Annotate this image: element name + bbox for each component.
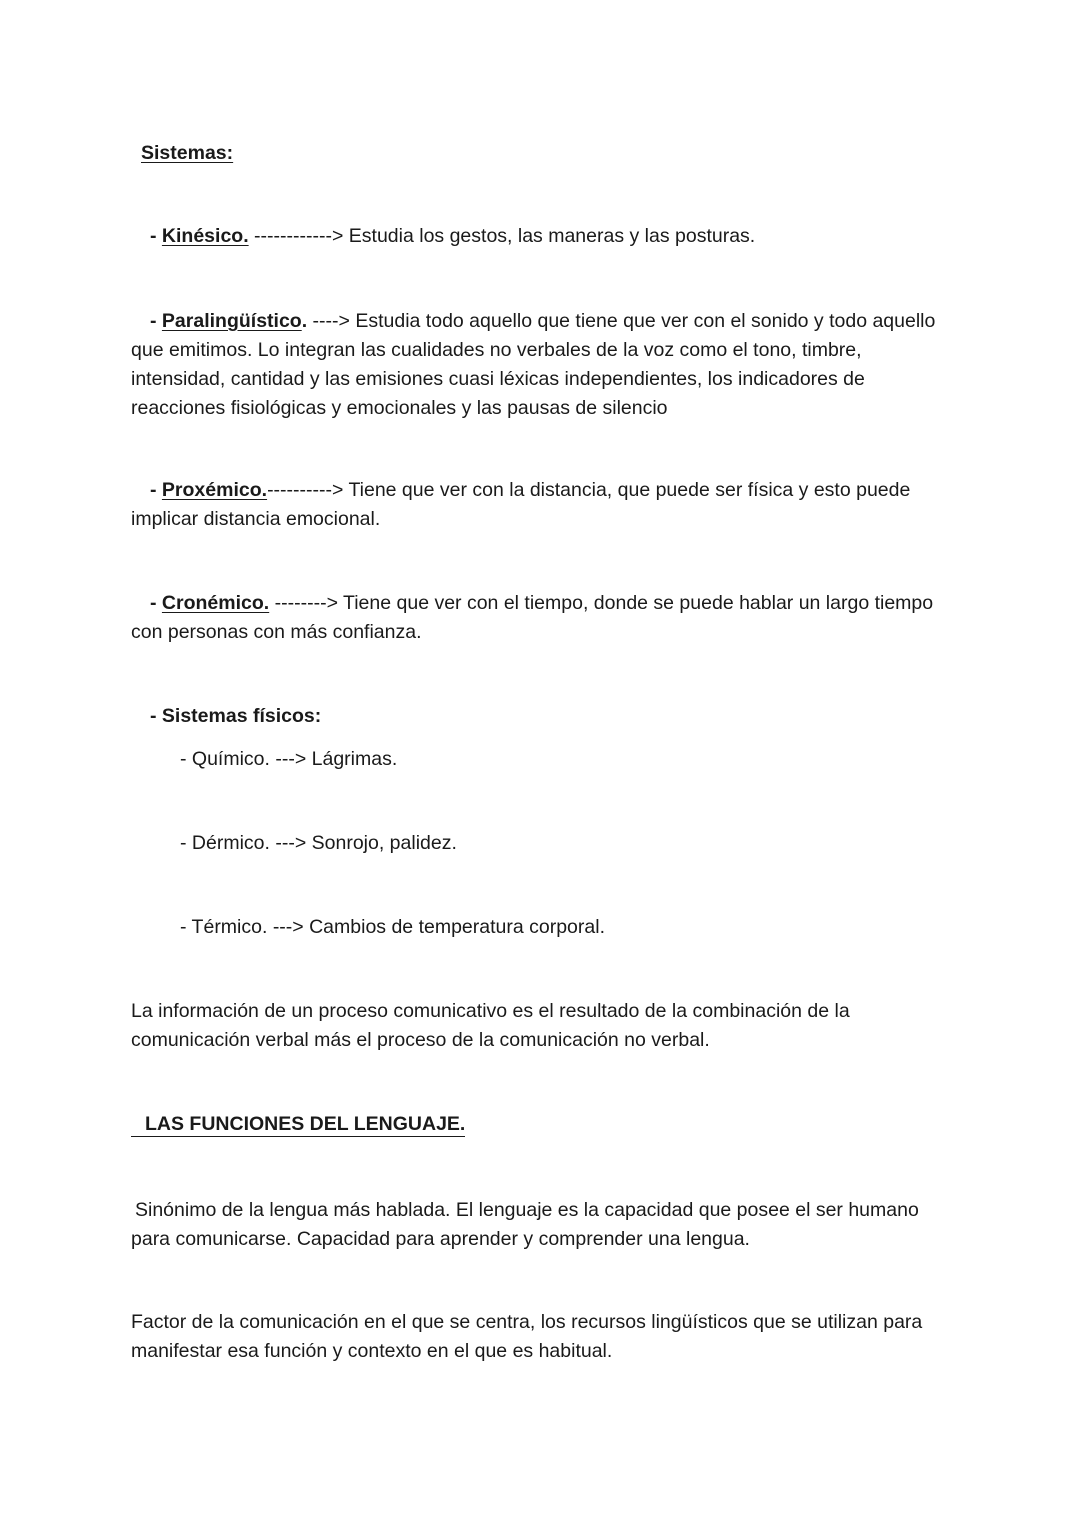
cronemico-paragraph [131, 589, 961, 647]
proxemico-paragraph [131, 476, 961, 534]
cronemico-dash: - [150, 592, 162, 614]
sistemas-fisicos-title: - Sistemas físicos: [150, 705, 322, 727]
factor-paragraph: Factor de la comunicación en el que se centra, los recursos lingüísticos que se utilizan para manifestar esa función y contexto en el que es habitual. [131, 1311, 923, 1362]
kinesico-paragraph [150, 222, 960, 251]
paralinguistico-dot: . [301, 310, 308, 332]
sistemas-heading: Sistemas: [141, 142, 234, 164]
paralinguistico-desc: Estudia todo aquello que tiene que ver con el sonido y todo aquello que emitimos. Lo integran las cualidades no verbales de la voz como el tono, timbre, intensidad, cantidad y las emisiones cuasi léxicas independientes, los indicadores de reacciones fisiológicas y emocionales y las pausas de silencio [131, 310, 936, 419]
proxemico-desc: Tiene que ver con la distancia, que puede ser física y esto puede implicar distancia emocional. [131, 479, 911, 530]
paralinguistico-arrow: ----> [307, 310, 356, 332]
proxemico-dash: - [150, 479, 162, 501]
sinonimo-paragraph: Sinónimo de la lengua más hablada. El lenguaje es la capacidad que posee el ser humano para comunicarse. Capacidad para aprender y comprender una lengua. [131, 1199, 919, 1250]
paralinguistico-dash: - [150, 310, 162, 332]
informacion-paragraph: La información de un proceso comunicativo es el resultado de la combinación de la comunicación verbal más el proceso de la comunicación no verbal. [131, 1000, 850, 1051]
sistema-fisico-termico: - Térmico. ---> Cambios de temperatura corporal. [180, 916, 605, 938]
paralinguistico-term: Paralingüístico [161, 310, 302, 332]
paralinguistico-paragraph [131, 307, 961, 423]
sistema-fisico-quimico: - Químico. ---> Lágrimas. [180, 748, 398, 770]
proxemico-term: Proxémico. [161, 479, 268, 501]
kinesico-term: Kinésico. [161, 225, 249, 247]
funciones-heading: LAS FUNCIONES DEL LENGUAJE. [131, 1112, 465, 1137]
cronemico-term: Cronémico. [161, 592, 270, 614]
cronemico-arrow: --------> [269, 592, 344, 614]
kinesico-dash: - [150, 225, 162, 247]
kinesico-arrow: ------------> [248, 225, 349, 247]
proxemico-arrow: ----------> [267, 479, 349, 501]
sistema-fisico-dermico: - Dérmico. ---> Sonrojo, palidez. [180, 832, 457, 854]
cronemico-desc: Tiene que ver con el tiempo, donde se puede hablar un largo tiempo con personas con más confianza. [131, 592, 934, 643]
kinesico-desc: Estudia los gestos, las maneras y las posturas. [348, 225, 756, 247]
